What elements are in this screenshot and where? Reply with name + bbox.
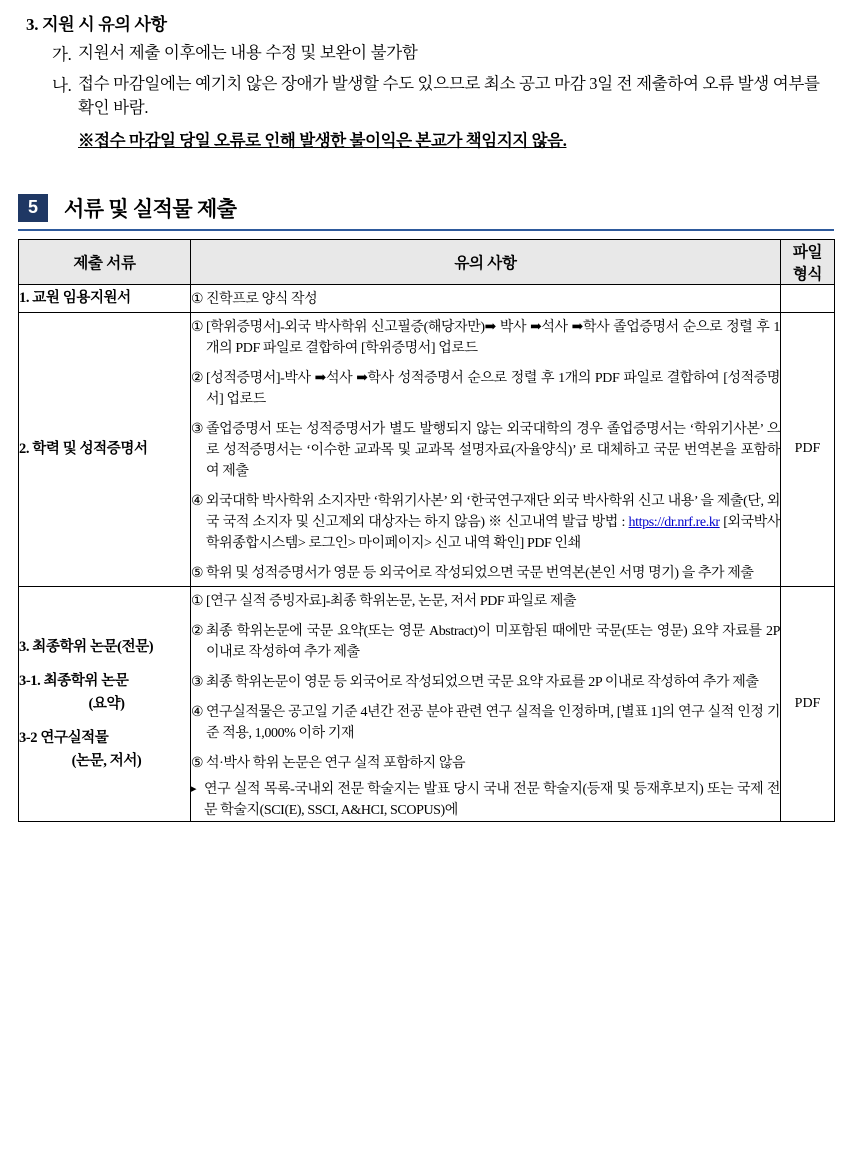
note-item: [191, 753, 780, 774]
row-format-thesis: PDF: [781, 586, 835, 821]
section-heading: [18, 193, 852, 223]
row-label-thesis-main: 3. 최종학위 논문(전문): [19, 638, 154, 655]
column-header-format-line1: 파일: [792, 243, 823, 261]
row-label-thesis-sub-1-line2: (요약): [88, 695, 125, 712]
row-notes-application-form: [191, 284, 781, 312]
note-item-number: ①: [191, 319, 204, 335]
note-item-text: 석·박사 학위 논문은 연구 실적 포함하지 않음: [206, 755, 466, 771]
notice-warning: ※접수 마감일 당일 오류로 인해 발생한 불이익은 본교가 책임지지 않음.: [78, 130, 567, 150]
notice-item-text: 접수 마감일에는 예기치 않은 장애가 발생할 수도 있으므로 최소 공고 마감 3일 전 제출하여 오류 발생 여부를 확인 바람.: [78, 74, 820, 117]
note-item-text: 진학프로 양식 작성: [206, 291, 318, 307]
note-item-number: ⑤: [191, 755, 204, 771]
row-notes-thesis: [191, 586, 781, 821]
note-item-text: 최종 학위논문이 영문 등 외국어로 작성되었으면 국문 요약 자료를 2P 이내로 작성하여 추가 제출: [206, 674, 759, 690]
section-title: 서류 및 실적물 제출: [64, 196, 237, 221]
notice-block: [0, 0, 852, 151]
column-header-documents: 제출 서류: [19, 239, 191, 284]
note-item-number: ③: [191, 421, 204, 437]
column-header-format-line2: 형식: [792, 265, 823, 283]
note-item-text: 졸업증명서 또는 성적증명서가 별도 발행되지 않는 외국대학의 경우 졸업증명서는 ‘학위기사본’ 으로 성적증명서는 ‘이수한 교과목 및 교과목 설명자료(자율양식)’ 로 대체하고 국문 번역본을 포함하여 제출: [206, 421, 780, 479]
row-label-thesis: [19, 586, 191, 821]
notice-item: [52, 72, 832, 120]
notice-item-text: 지원서 제출 이후에는 내용 수정 및 보완이 불가함: [78, 43, 418, 62]
note-item: [191, 563, 780, 584]
row-label-thesis-sub-2-line2: (논문, 저서): [71, 752, 142, 769]
note-item-number: ②: [191, 370, 204, 386]
table-row: [19, 312, 835, 586]
row-format-transcripts: PDF: [781, 312, 835, 586]
notice-item-marker: 가.: [52, 45, 72, 64]
note-item: [191, 491, 780, 554]
column-header-format: [781, 239, 835, 284]
note-item-text-with-link: [206, 491, 780, 554]
note-item-text: [연구 실적 증빙자료]-최종 학위논문, 논문, 저서 PDF 파일로 제출: [206, 593, 577, 609]
note-item-number: ③: [191, 674, 204, 690]
note-text-after-link: [외국박사학위종합시스템> 로그인> 마이페이지> 신고 내역 확인] PDF 인쇄: [206, 514, 781, 551]
table-row: [19, 284, 835, 312]
submission-table: [18, 239, 835, 822]
note-text-before-link: 외국대학 박사학위 소지자만 ‘학위기사본’ 외 ‘한국연구재단 외국 박사학위 신고 내용’ 을 제출(단, 외국 국적 소지자 및 신고제외 대상자는 하지 않음) ※ 신고내역 발급 방법 :: [206, 493, 780, 530]
section-number-badge: 5: [18, 194, 48, 222]
row-format-application-form: [781, 284, 835, 312]
note-item-bullet: ▸: [191, 782, 197, 795]
note-item: [191, 672, 780, 693]
notice-item: [52, 41, 832, 65]
notice-heading: 3. 지원 시 유의 사항: [26, 15, 167, 34]
notice-item-marker: 나.: [52, 76, 72, 95]
note-item-number: ⑤: [191, 565, 204, 581]
row-label-thesis-sub-1: [19, 670, 190, 715]
note-item: [191, 591, 780, 612]
note-item-number: ①: [191, 593, 204, 609]
note-item: [191, 317, 780, 359]
note-item-text: 최종 학위논문에 국문 요약(또는 영문 Abstract)이 미포함된 때에만 국문(또는 영문) 요약 자료를 2P 이내로 작성하여 추가 제출: [206, 623, 780, 660]
note-item-text: 학위 및 성적증명서가 영문 등 외국어로 작성되었으면 국문 번역본(본인 서명 명기) 을 추가 제출: [206, 565, 754, 581]
row-label-thesis-sub-2: [19, 727, 190, 772]
table-header-row: [19, 239, 835, 284]
row-label-application-form: 1. 교원 임용지원서: [19, 284, 191, 312]
column-header-notes: 유의 사항: [191, 239, 781, 284]
row-label-thesis-sub-2-line1: 3-2 연구실적물: [19, 730, 109, 747]
note-item-text: 연구 실적 목록-국내외 전문 학술지는 발표 당시 국내 전문 학술지(등재 및 등재후보지) 또는 국제 전문 학술지(SCI(E), SSCI, A&HCI, SCOPUS)에: [204, 781, 780, 818]
note-item-text: [학위증명서]-외국 박사학위 신고필증(해당자만)➡ 박사 ➡석사 ➡학사 졸업증명서 순으로 정렬 후 1개의 PDF 파일로 결합하여 [학위증명서] 업로드: [206, 319, 780, 356]
note-item-number: ④: [191, 493, 204, 509]
note-item: [191, 368, 780, 410]
nrf-link[interactable]: https://dr.nrf.re.kr: [628, 514, 720, 530]
note-item-text: [성적증명서]-박사 ➡석사 ➡학사 성적증명서 순으로 정렬 후 1개의 PDF 파일로 결합하여 [성적증명서] 업로드: [206, 370, 780, 407]
note-item-number: ①: [191, 291, 204, 307]
note-item-text: 연구실적물은 공고일 기준 4년간 전공 분야 관련 연구 실적을 인정하며, [별표 1]의 연구 실적 인정 기준 적용, 1,000% 이하 기재: [206, 704, 780, 741]
row-label-thesis-sub-1-line1: 3-1. 최종학위 논문: [19, 673, 129, 690]
row-notes-transcripts: [191, 312, 781, 586]
note-item-number: ②: [191, 623, 204, 639]
note-item: [191, 289, 780, 310]
note-item: [191, 621, 780, 663]
row-label-transcripts: 2. 학력 및 성적증명서: [19, 312, 191, 586]
note-item: [191, 419, 780, 482]
note-item: [191, 702, 780, 744]
section-divider: [18, 229, 834, 231]
table-row: [19, 586, 835, 821]
note-item-number: ④: [191, 704, 204, 720]
note-item: [191, 779, 780, 821]
